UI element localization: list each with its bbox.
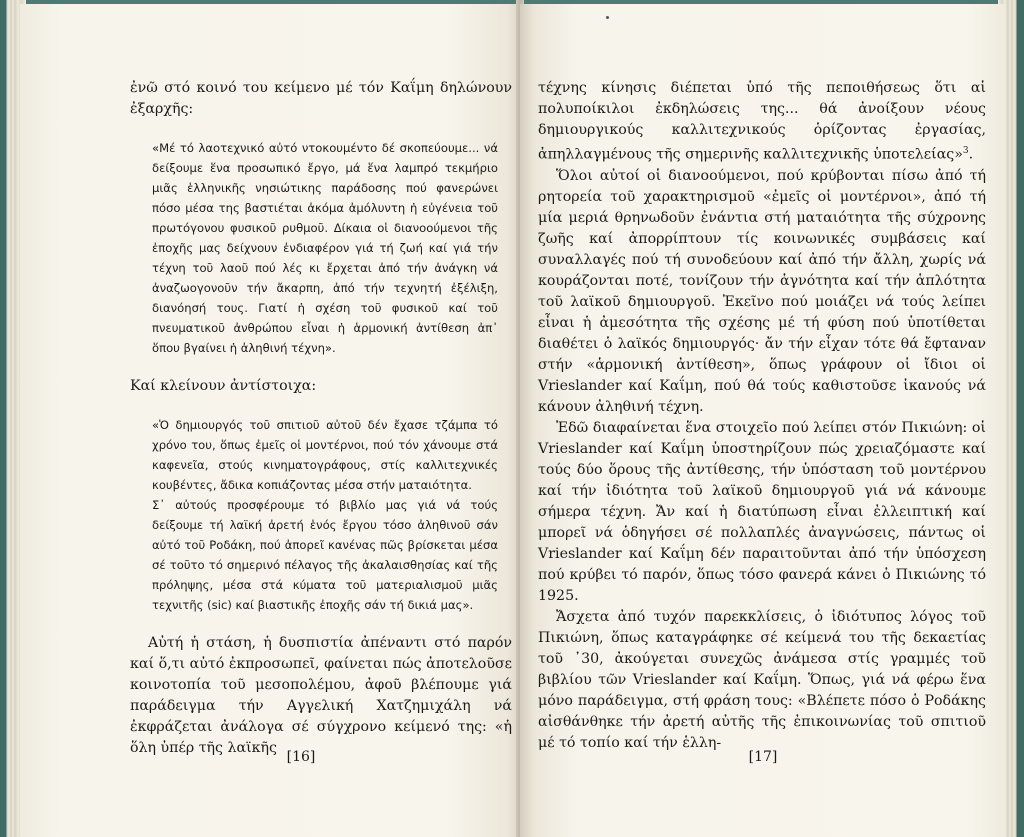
closing-paragraph: Αὐτή ἡ στάση, ἡ δυσπιστία ἀπέναντι στό παρόν καί ὅ,τι αὐτό ἐκπροσωπεῖ, φαίνεται πώς ἀποτελοῦσε κοινοτοπία τοῦ μεσοπολέμου, ἀφοῦ βλέπουμε γιά παράδειγμα τήν Αγγελική Χατζημιχάλη νά ἐκφράζεται ἀνάλογα σέ σύγχρονο κείμενό της: «ἡ ὅλη ὑπέρ τῆς λαϊκῆς xyxy=(130,635,512,756)
left-page xyxy=(20,4,522,837)
pikionis-paragraph: Ἐδῶ διαφαίνεται ἕνα στοιχεῖο πού λείπει στόν Πικιώνη: οἱ Vrieslander καί Καΐμη ὑποστηρίζουν πώς χρειαζόμαστε καί τούς δύο ὅρους τῆς ἀντίθεσης, τήν ὑπόσταση τοῦ μοντέρνου καί τήν ἰδιότητα τοῦ λαϊκοῦ δημιουργοῦ γιά νά κάνουμε σήμερα τέχνη. Ἄν καί ἡ διατύπωση εἶναι ἐλλειπτική καί μπορεῖ νά ὁδηγήσει σέ πολλαπλές ἀναγνώσεις, πάντως οἱ Vrieslander καί Καΐμη δέν παραιτοῦνται ἀπό τήν ὑπόσχεση πού κρύβει τό παρόν, ὅπως τόσο φανερά κάνει ὁ Πικιώνης τό 1925. xyxy=(538,419,986,604)
quote-2-paragraph-2: Σ᾽ αὐτούς προσφέρουμε τό βιβλίο μας γιά νά τούς δείξουμε τή λαϊκή ἀρετή ἑνός ἔργου τόσο ἀληθινοῦ σάν αὐτό τοῦ Ροδάκη, πού ἀπορεῖ κανένας πῶς βρίσκεται μέσα σέ τοῦτο τό σημερινό πέλαγος τῆς ἀκαλαισθησίας καί τῆς πρόληψης, μέσα στά κύματα τοῦ ματεριαλισμοῦ μιᾶς τεχνιτῆς (sic) καί βιαστικῆς ἐποχῆς σάν τή δικιά μας». xyxy=(152,498,498,612)
continuation-end: . xyxy=(968,146,974,163)
quote-1-text: «Μέ τό λαοτεχνικό αὐτό ντοκουμέντο δέ σκοπεύουμε... νά δείξουμε ἕνα προσωπικό ἔργο, μά ἕνα λαμπρό τεκμήριο μιᾶς ἑλληνικῆς νησιώτικης παράδοσης πού φανερώνει πόσο μέσα της βαστιέται ἀκόμα ἀμόλυντη ἡ εὐγένεια τοῦ πρωτόγονου φυσικοῦ ρυθμοῦ. Δίκαια οἱ διανοούμενοι τῆς ἐποχῆς μας δείχνουν ἐνδιαφέρον γιά τή ζωή καί γιά τήν τέχνη τοῦ λαοῦ πού λές κι ἔρχεται ἀπό τήν ἀνάγκη νά ἀναζωογονοῦν τήν ἄκαρπη, ἀπό τήν τεχνητή ἐξέλιξη, διανόησή τους. Γιατί ἡ σχέση τοῦ φυσικοῦ καί τοῦ πνευματικοῦ ἀνθρώπου εἶναι ἡ ἁρμονική ἀντίθεση ἀπ᾽ ὅπου βγαίνει ἡ ἀληθινή τέχνη». xyxy=(152,141,498,355)
quote-2-paragraph-1: «Ὁ δημιουργός τοῦ σπιτιοῦ αὐτοῦ δέν ἔχασε τζάμπα τό χρόνο του, ὅπως ἐμεῖς οἱ μοντέρνοι, πού τόν χάνουμε στά καφενεῖα, στούς κινηματογράφους, στίς καλλιτεχνικές κουβέντες, ἄδικα κοπιάζοντας μέσα στήν ματαιότητα. xyxy=(152,418,498,492)
transition-paragraph: Καί κλείνουν ἀντίστοιχα: xyxy=(130,378,317,394)
right-page xyxy=(520,4,1006,837)
page-number-left: [16] xyxy=(286,749,316,765)
discourse-paragraph: Ἄσχετα ἀπό τυχόν παρεκκλίσεις, ὁ ἰδιότυπος λόγος τοῦ Πικιώνη, ὅπως καταγράφηκε σέ κείμενά του τῆς δεκαετίας τοῦ ᾽30, ἀκούγεται συνεχῶς ἀνάμεσα στίς γραμμές τοῦ βιβλίου τῶν Vrieslander καί Καΐμη. Ὅπως, γιά νά φέρω ἕνα μόνο παράδειγμα, στή φράση τους: «Βλέπετε πόσο ὁ Ροδάκης αἰσθάνθηκε τήν ἀρετή αὐτῆς τῆς ἐπικοινωνίας τοῦ σπιτιοῦ μέ τό τοπίο καί τήν ἑλλη- xyxy=(538,608,986,751)
left-page-body xyxy=(130,78,512,759)
print-speck xyxy=(606,16,609,19)
block-quote-1 xyxy=(152,138,498,358)
page-number-right: [17] xyxy=(748,749,778,765)
continuation-text: τέχνης κίνησις διέπεται ὑπό τῆς πεποιθήσεως ὅτι αἱ πολυποίκιλοι ἐκδηλώσεις της... θά ἀνοίξουν νέους δημιουργικούς καλλιτεχνικούς ὁρίζοντας ἐργασίας, ἀπηλλαγμένους τῆς σημερινῆς καλλιτεχνικῆς ὑποτελείας» xyxy=(538,80,986,163)
footnote-marker: 3 xyxy=(962,146,969,156)
intro-paragraph: ἐνῶ στό κοινό του κείμενο μέ τόν Καΐμη δηλώνουν ἐξαρχῆς: xyxy=(130,80,512,117)
block-quote-2 xyxy=(152,415,498,615)
continuation-paragraph xyxy=(538,78,986,166)
right-page-body xyxy=(538,78,986,754)
intellectuals-paragraph: Ὅλοι αὐτοί οἱ διανοούμενοι, πού κρύβονται πίσω ἀπό τή ρητορεία τοῦ χαρακτηρισμοῦ «ἐμεῖς οἱ μοντέρνοι», ἀπό τή μία μεριά θρηνωδοῦν ἐνάντια στή ματαιότητα τῆς σύχρονης ζωῆς καί ἀπορρίπτουν τίς κοινωνικές συμβάσεις καί συναλλαγές πού τή συνοδεύουν καί ἀπό τήν ἄλλη, χωρίς νά κουράζονται ποτέ, τονίζουν τήν ἁγνότητα καί τήν ἁπλότητα τοῦ λαϊκοῦ δημιουργοῦ. Ἐκεῖνο πού μοιάζει νά τούς λείπει εἶναι ἡ ἀμεσότητα τῆς σχέσης μέ τή φύση πού ὑποτίθεται διαθέτει ὁ λαϊκός δημιουργός· ἄν τήν εἶχαν τότε θά ἔφταναν στήν «ἁρμονική ἀντίθεση», ὅπως γράφουν οἱ ἴδιοι οἱ Vrieslander καί Καΐμη, πού θά τούς καθιστοῦσε ἱκανούς νά κάνουν ἀληθινή τέχνη. xyxy=(538,167,986,415)
